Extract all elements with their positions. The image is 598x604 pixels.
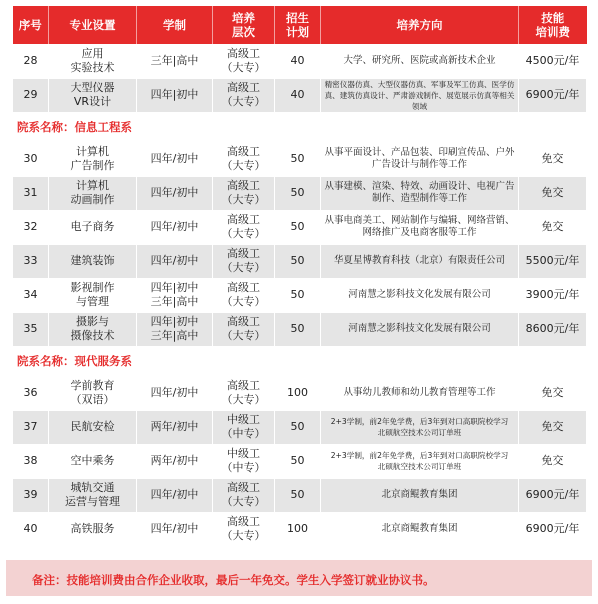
- table-row: [13, 444, 587, 478]
- cell-plan: 50: [275, 410, 321, 444]
- cell-direction: 华夏星博教育科技（北京）有限责任公司: [321, 244, 519, 278]
- cell-plan: 50: [275, 312, 321, 346]
- cell-duration: 两年/初中: [137, 410, 213, 444]
- cell-duration: 两年/初中: [137, 444, 213, 478]
- cell-no: 35: [13, 312, 49, 346]
- cell-fee: 8600元/年: [519, 312, 587, 346]
- table-row: [13, 376, 587, 410]
- table-row: [13, 410, 587, 444]
- cell-plan: 100: [275, 512, 321, 546]
- cell-level: 高级工 （大专）: [213, 142, 275, 176]
- cell-fee: 免交: [519, 176, 587, 210]
- cell-level: 高级工 （大专）: [213, 44, 275, 78]
- cell-major: 空中乘务: [49, 444, 137, 478]
- cell-fee: 6900元/年: [519, 478, 587, 512]
- table-row: [13, 176, 587, 210]
- cell-level: 高级工 （大专）: [213, 512, 275, 546]
- cell-fee: 免交: [519, 142, 587, 176]
- cell-no: 28: [13, 44, 49, 78]
- cell-duration: 四年|初中 三年|高中: [137, 278, 213, 312]
- cell-direction: 北京商鲲教育集团: [321, 478, 519, 512]
- cell-major: 计算机 广告制作: [49, 142, 137, 176]
- cell-plan: 50: [275, 444, 321, 478]
- cell-level: 高级工 （大专）: [213, 210, 275, 244]
- section-heading: 院系名称：现代服务系: [13, 346, 587, 376]
- cell-duration: 四年/初中: [137, 210, 213, 244]
- header-major: 专业设置: [49, 6, 137, 44]
- header-plan: 招生 计划: [275, 6, 321, 44]
- header-level: 培养 层次: [213, 6, 275, 44]
- cell-direction: 2+3学制，前2年免学费，后3年到对口高职院校学习 北硕航空技术公司订单班: [321, 444, 519, 478]
- cell-direction: 2+3学制，前2年免学费，后3年到对口高职院校学习 北硕航空技术公司订单班: [321, 410, 519, 444]
- cell-duration: 三年|高中: [137, 44, 213, 78]
- cell-direction: 河南慧之影科技文化发展有限公司: [321, 278, 519, 312]
- cell-no: 40: [13, 512, 49, 546]
- cell-major: 城轨交通 运营与管理: [49, 478, 137, 512]
- cell-plan: 40: [275, 78, 321, 112]
- table-row: [13, 312, 587, 346]
- cell-fee: 3900元/年: [519, 278, 587, 312]
- program-table: [12, 6, 587, 547]
- cell-major: 应用 实验技术: [49, 44, 137, 78]
- section-heading-row: [13, 112, 587, 142]
- table-row: [13, 142, 587, 176]
- cell-level: 中级工 （中专）: [213, 444, 275, 478]
- cell-fee: 4500元/年: [519, 44, 587, 78]
- cell-major: 民航安检: [49, 410, 137, 444]
- cell-level: 高级工 （大专）: [213, 376, 275, 410]
- cell-level: 高级工 （大专）: [213, 176, 275, 210]
- cell-direction: 大学、研究所、医院或高新技术企业: [321, 44, 519, 78]
- cell-fee: 6900元/年: [519, 512, 587, 546]
- table-header: [13, 6, 587, 44]
- cell-level: 高级工 （大专）: [213, 78, 275, 112]
- cell-direction: 河南慧之影科技文化发展有限公司: [321, 312, 519, 346]
- footer-note: 备注：技能培训费由合作企业收取，最后一年免交。学生入学签订就业协议书。: [32, 573, 435, 587]
- section-heading: 院系名称：信息工程系: [13, 112, 587, 142]
- cell-fee: 免交: [519, 376, 587, 410]
- cell-direction: 从事平面设计、产品包装、印刷宣传品、户外广告设计与制作等工作: [321, 142, 519, 176]
- footer-note-box: [6, 560, 592, 596]
- cell-direction: 北京商鲲教育集团: [321, 512, 519, 546]
- cell-duration: 四年/初中: [137, 244, 213, 278]
- table-row: [13, 478, 587, 512]
- cell-direction: 精密仪器仿真、大型仪器仿真、军事及军工仿真、医学仿真、建筑仿真设计、严肃游戏制作、展览展示仿真等相关领域: [321, 78, 519, 112]
- header-direction: 培养方向: [321, 6, 519, 44]
- cell-duration: 四年/初中: [137, 176, 213, 210]
- cell-duration: 四年/初中: [137, 376, 213, 410]
- cell-plan: 40: [275, 44, 321, 78]
- header-no: 序号: [13, 6, 49, 44]
- cell-fee: 免交: [519, 444, 587, 478]
- cell-direction: 从事幼儿教师和幼儿教育管理等工作: [321, 376, 519, 410]
- cell-direction: 从事电商美工、网站制作与编辑、网络营销、网络推广及电商客服等工作: [321, 210, 519, 244]
- cell-no: 32: [13, 210, 49, 244]
- cell-no: 36: [13, 376, 49, 410]
- header-duration: 学制: [137, 6, 213, 44]
- cell-duration: 四年|初中: [137, 78, 213, 112]
- cell-no: 39: [13, 478, 49, 512]
- cell-fee: 5500元/年: [519, 244, 587, 278]
- cell-plan: 50: [275, 244, 321, 278]
- table-body: [13, 44, 587, 546]
- cell-duration: 四年/初中: [137, 512, 213, 546]
- cell-plan: 100: [275, 376, 321, 410]
- table-row: [13, 278, 587, 312]
- cell-plan: 50: [275, 278, 321, 312]
- table-row: [13, 44, 587, 78]
- cell-fee: 免交: [519, 410, 587, 444]
- cell-fee: 免交: [519, 210, 587, 244]
- table-row: [13, 244, 587, 278]
- cell-duration: 四年/初中: [137, 478, 213, 512]
- cell-major: 摄影与 摄像技术: [49, 312, 137, 346]
- cell-major: 影视制作 与管理: [49, 278, 137, 312]
- cell-plan: 50: [275, 176, 321, 210]
- table-row: [13, 512, 587, 546]
- cell-no: 34: [13, 278, 49, 312]
- cell-no: 29: [13, 78, 49, 112]
- cell-no: 38: [13, 444, 49, 478]
- cell-major: 高铁服务: [49, 512, 137, 546]
- cell-level: 高级工 （大专）: [213, 478, 275, 512]
- cell-major: 大型仪器 VR设计: [49, 78, 137, 112]
- cell-level: 高级工 （大专）: [213, 278, 275, 312]
- cell-plan: 50: [275, 210, 321, 244]
- section-heading-row: [13, 346, 587, 376]
- cell-level: 高级工 （大专）: [213, 312, 275, 346]
- table-row: [13, 78, 587, 112]
- cell-major: 学前教育 （双语）: [49, 376, 137, 410]
- cell-level: 中级工 （中专）: [213, 410, 275, 444]
- cell-no: 33: [13, 244, 49, 278]
- cell-duration: 四年|初中 三年|高中: [137, 312, 213, 346]
- cell-level: 高级工 （大专）: [213, 244, 275, 278]
- cell-major: 电子商务: [49, 210, 137, 244]
- header-fee: 技能 培训费: [519, 6, 587, 44]
- cell-major: 计算机 动画制作: [49, 176, 137, 210]
- cell-major: 建筑装饰: [49, 244, 137, 278]
- cell-no: 37: [13, 410, 49, 444]
- cell-duration: 四年/初中: [137, 142, 213, 176]
- cell-no: 31: [13, 176, 49, 210]
- cell-plan: 50: [275, 478, 321, 512]
- table-row: [13, 210, 587, 244]
- cell-plan: 50: [275, 142, 321, 176]
- cell-direction: 从事建模、渲染、特效、动画设计、电视广告制作、造型制作等工作: [321, 176, 519, 210]
- cell-fee: 6900元/年: [519, 78, 587, 112]
- cell-no: 30: [13, 142, 49, 176]
